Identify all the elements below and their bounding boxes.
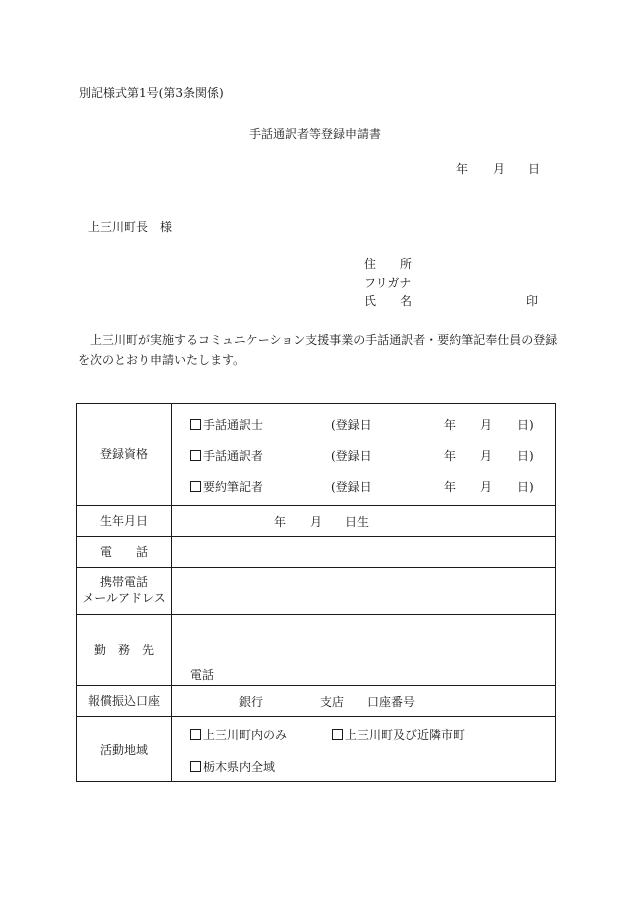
form-number-label: 別記様式第1号(第3条関係): [79, 86, 224, 100]
registration-month-label: 月: [480, 418, 493, 432]
row-divider: [77, 716, 555, 717]
qualification-option-summary-writer[interactable]: 要約筆記者: [190, 478, 263, 495]
mobile-label: 携帯電話: [99, 575, 148, 589]
row-divider: [77, 505, 555, 506]
workplace-label: 勤 務 先: [93, 643, 154, 657]
birth-year-label: 年: [274, 515, 287, 529]
registration-year-label: 年: [444, 480, 457, 494]
checkbox-icon[interactable]: [190, 729, 201, 740]
email-label: メールアドレス: [82, 591, 166, 605]
registration-year-label: 年: [444, 449, 457, 463]
checkbox-icon[interactable]: [190, 450, 201, 461]
row-divider: [77, 614, 555, 615]
checkbox-icon[interactable]: [190, 481, 201, 492]
row-divider: [77, 536, 555, 537]
registration-month-label: 月: [480, 480, 493, 494]
table-column-divider: [171, 404, 172, 781]
seal-label: 印: [526, 294, 539, 308]
checkbox-icon[interactable]: [190, 761, 201, 772]
registration-date-label: (登録日: [331, 480, 372, 494]
date-day-label: 日: [528, 162, 541, 176]
registration-date-label: (登録日: [331, 449, 372, 463]
activity-area-label: 活動地域: [99, 743, 148, 757]
row-divider: [77, 567, 555, 568]
date-month-label: 月: [493, 162, 506, 176]
area-option-town-only[interactable]: 上三川町内のみ: [190, 726, 287, 743]
birthdate-label: 生年月日: [99, 514, 148, 528]
checkbox-icon[interactable]: [332, 729, 343, 740]
area-option-town-and-neighbors[interactable]: 上三川町及び近隣市町: [332, 726, 465, 743]
account-number-label: 口座番号: [367, 695, 416, 709]
area-option-prefecture[interactable]: 栃木県内全域: [190, 758, 275, 775]
registration-table: [76, 403, 556, 782]
row-divider: [77, 685, 555, 686]
bank-label: 銀行: [239, 695, 264, 709]
addressee: 上三川町長 様: [88, 220, 173, 234]
bank-account-label: 報償振込口座: [87, 694, 160, 708]
name-label: 氏 名: [364, 294, 413, 308]
date-year-label: 年: [456, 162, 469, 176]
birth-month-label: 月: [310, 515, 323, 529]
phone-label: 電 話: [99, 545, 148, 559]
registration-day-label: 日): [517, 449, 534, 463]
document-title: 手話通訳者等登録申請書: [248, 127, 381, 141]
qualification-option-interpreter[interactable]: 手話通訳者: [190, 447, 263, 464]
furigana-label: フリガナ: [364, 276, 412, 290]
registration-year-label: 年: [444, 418, 457, 432]
registration-day-label: 日): [517, 480, 534, 494]
branch-label: 支店: [320, 695, 345, 709]
qualification-label: 登録資格: [99, 447, 148, 461]
birth-day-label: 日生: [345, 515, 370, 529]
registration-month-label: 月: [480, 449, 493, 463]
registration-date-label: (登録日: [331, 418, 372, 432]
checkbox-icon[interactable]: [190, 419, 201, 430]
workplace-phone-label: 電話: [190, 668, 215, 682]
registration-day-label: 日): [517, 418, 534, 432]
qualification-option-interpreter-certified[interactable]: 手話通訳士: [190, 416, 263, 433]
application-statement: 上三川町が実施するコミュニケーション支援事業の手話通訳者・要約筆記奉仕員の登録を次のとおり申請いたします。: [78, 333, 558, 367]
address-label: 住 所: [364, 257, 413, 271]
